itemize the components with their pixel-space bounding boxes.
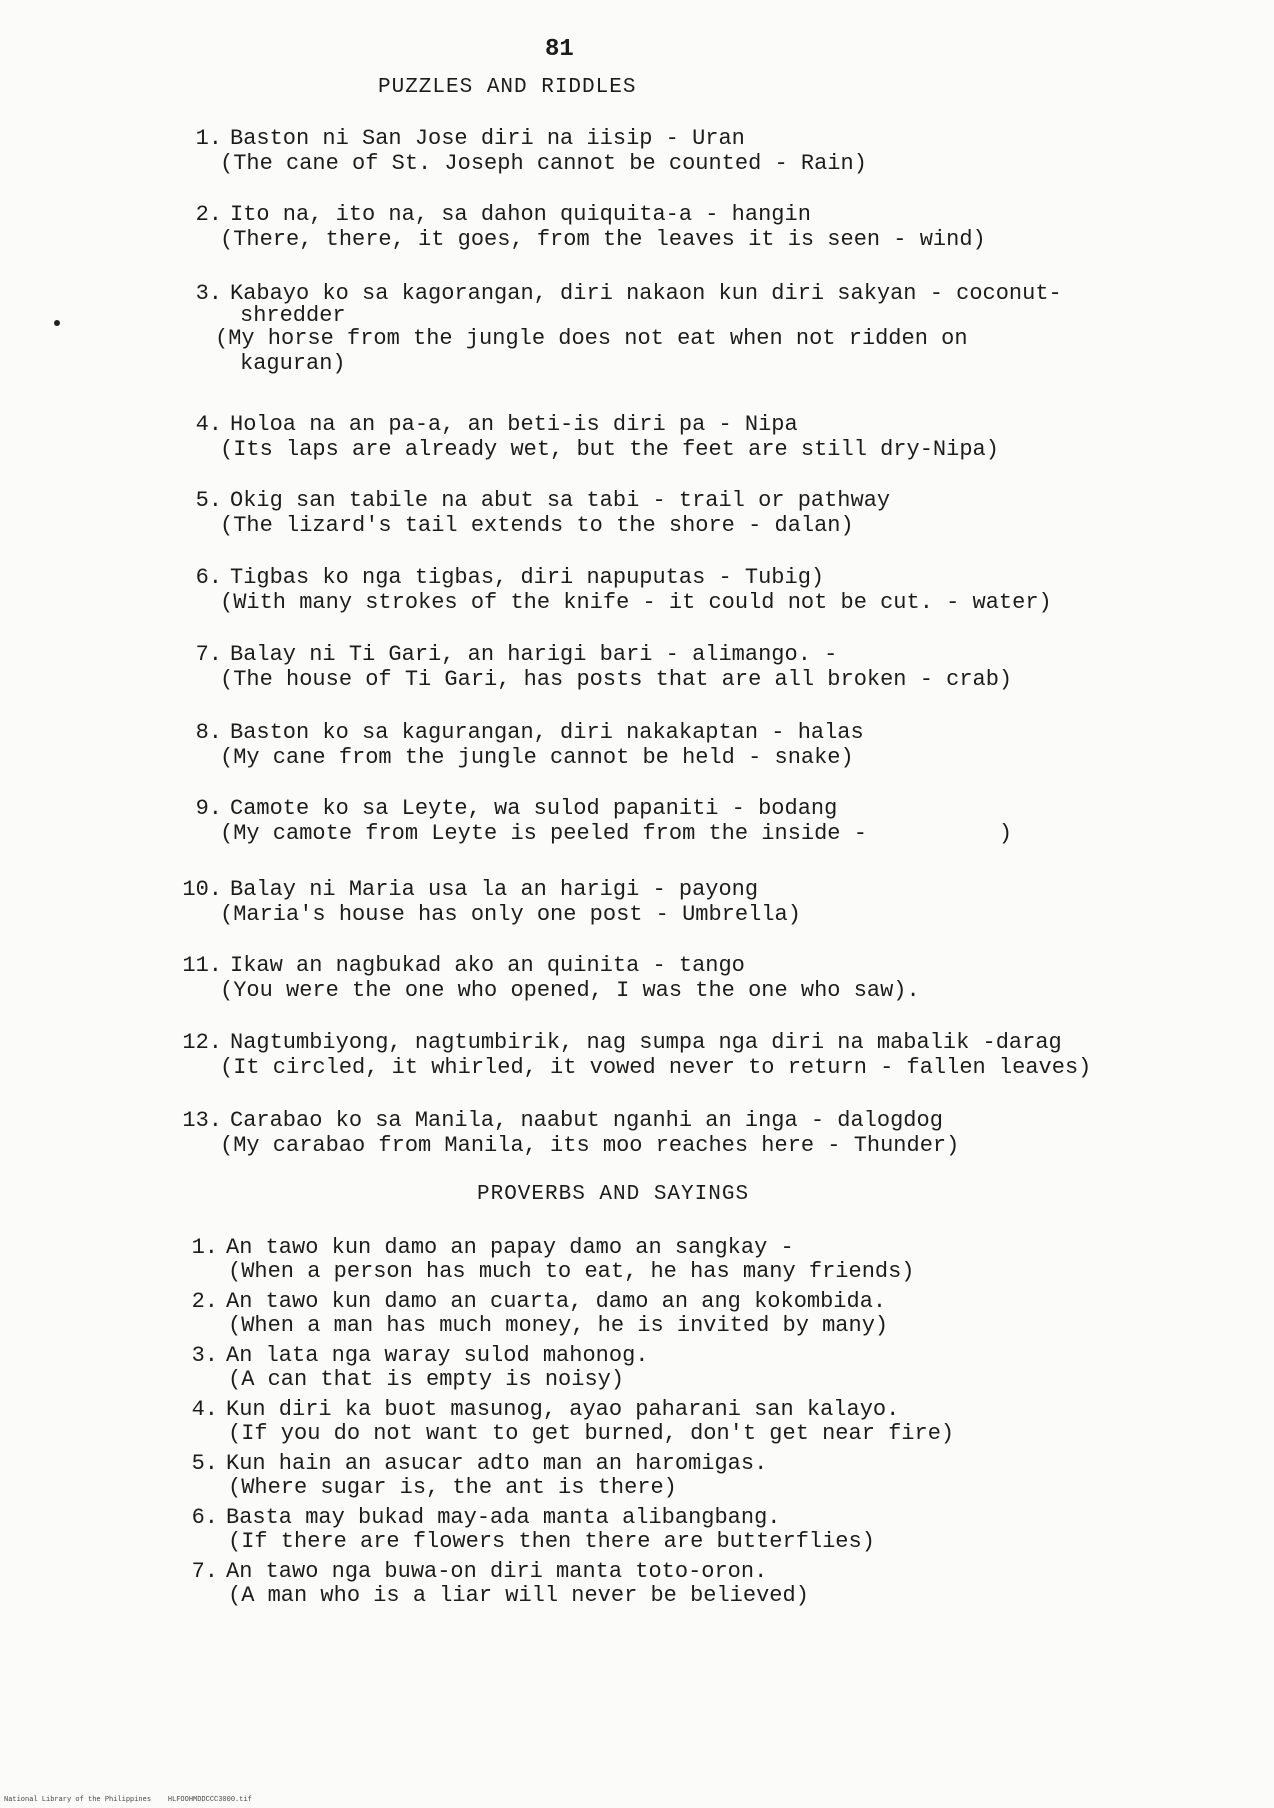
riddle-item: 13. Carabao ko sa Manila, naabut nganhi an inga - dalogdog (My carabao from Manila, its moo reaches here - Thunder) bbox=[182, 1108, 960, 1158]
margin-mark bbox=[54, 320, 60, 326]
riddle-item: 4. Holoa na an pa-a, an beti-is diri pa - Nipa (Its laps are already wet, but the feet are still dry-Nipa) bbox=[195, 412, 999, 462]
proverb-item: 6. Basta may bukad may-ada manta alibangbang. (If there are flowers then there are butterflies) bbox=[191, 1505, 875, 1554]
riddles-heading: PUZZLES AND RIDDLES bbox=[378, 76, 637, 99]
proverb-item: 5. Kun hain an asucar adto man an haromigas. (Where sugar is, the ant is there) bbox=[191, 1451, 768, 1500]
riddle-item: 9. Camote ko sa Leyte, wa sulod papaniti - bodang (My camote from Leyte is peeled from the inside - ) bbox=[195, 796, 1013, 846]
riddle-item: 3. Kabayo ko sa kagorangan, diri nakaon kun diri sakyan - coconut- shredder (My horse from the jungle does not eat when not ridden on kaguran) bbox=[195, 281, 1062, 376]
proverb-item: 7. An tawo nga buwa-on diri manta toto-oron. (A man who is a liar will never be believed) bbox=[191, 1559, 809, 1608]
proverb-item: 4. Kun diri ka buot masunog, ayao paharani san kalayo. (If you do not want to get burned, don't get near fire) bbox=[191, 1397, 955, 1446]
riddle-item: 10. Balay ni Maria usa la an harigi - payong (Maria's house has only one post - Umbrella) bbox=[182, 877, 801, 927]
proverb-item: 3. An lata nga waray sulod mahonog. (A can that is empty is noisy) bbox=[191, 1343, 649, 1392]
riddle-item: 6. Tigbas ko nga tigbas, diri napuputas - Tubig) (With many strokes of the knife - it could not be cut. - water) bbox=[195, 565, 1052, 615]
riddle-item: 2. Ito na, ito na, sa dahon quiquita-a - hangin (There, there, it goes, from the leaves it is seen - wind) bbox=[195, 202, 986, 252]
riddle-item: 12. Nagtumbiyong, nagtumbirik, nag sumpa nga diri na mabalik -darag (It circled, it whirled, it vowed never to return - fallen leaves) bbox=[182, 1030, 1092, 1080]
page-number: 81 bbox=[545, 36, 574, 63]
riddle-item: 1. Baston ni San Jose diri na iisip - Uran (The cane of St. Joseph cannot be counted - Rain) bbox=[195, 126, 867, 176]
proverb-item: 1. An tawo kun damo an papay damo an sangkay - (When a person has much to eat, he has many friends) bbox=[191, 1235, 915, 1284]
footer-caption: National Library of the Philippines HLFOOHMDDCCC3000.tif bbox=[4, 1796, 252, 1804]
riddle-item: 11. Ikaw an nagbukad ako an quinita - tango (You were the one who opened, I was the one who saw). bbox=[182, 953, 920, 1003]
proverbs-heading: PROVERBS AND SAYINGS bbox=[477, 1183, 750, 1206]
riddle-item: 8. Baston ko sa kagurangan, diri nakakaptan - halas (My cane from the jungle cannot be held - snake) bbox=[195, 720, 864, 770]
proverb-item: 2. An tawo kun damo an cuarta, damo an ang kokombida. (When a man has much money, he is invited by many) bbox=[191, 1289, 889, 1338]
riddle-item: 7. Balay ni Ti Gari, an harigi bari - alimango. - (The house of Ti Gari, has posts that are all broken - crab) bbox=[195, 642, 1013, 692]
riddle-item: 5. Okig san tabile na abut sa tabi - trail or pathway (The lizard's tail extends to the shore - dalan) bbox=[195, 488, 891, 538]
